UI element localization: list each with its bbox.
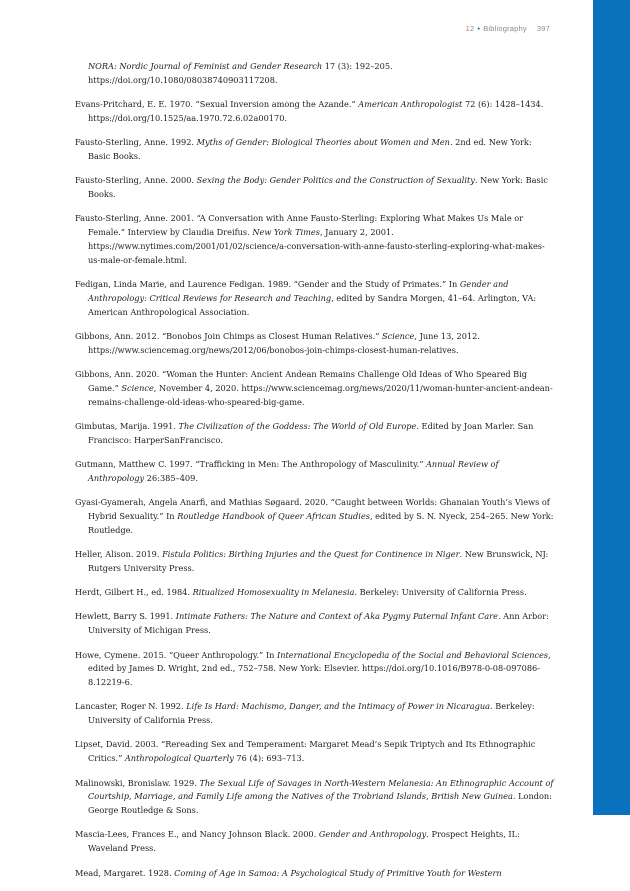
bibliography-entry [75, 649, 554, 690]
entry-details: , November 4, 2020. https://www.sciencemag.org/news/2020/11/woman-hunter-ancient-andean-remains-challenge-old-ideas-who-speared-big-game. [88, 382, 553, 407]
bibliography-entry [75, 828, 554, 856]
bibliography-entry [75, 700, 554, 728]
bibliography-entry [75, 496, 554, 537]
entry-details: 17 (3): 192–205. https://doi.org/10.1080/08038740903117208. [88, 61, 393, 85]
entry-details: 26:385–409. [144, 472, 198, 483]
entry-text: Lipset, David. 2003. “Rereading Sex and Temperament: Margaret Mead’s Sepik Triptych and Its Ethnographic Critics.” [75, 739, 536, 764]
entry-title: The Sexual Life of Savages in North-Western Melanesia: An Ethnographic Account of Courtship, Marriage, and Family Life among the Natives of the Trobriand Islands, British New Guinea [88, 777, 554, 802]
entry-details: . Berkeley: University of California Press. [354, 587, 527, 598]
entry-text: Hewlett, Barry S. 1991. [75, 611, 176, 622]
entry-text: Fausto-Sterling, Anne. 1992. [75, 137, 197, 148]
entry-title: Coming of Age in Samoa: A Psychological Study of Primitive Youth for Western [174, 867, 502, 878]
entry-title: NORA: Nordic Journal of Feminist and Gender Research [88, 61, 323, 71]
bibliography-entry [75, 330, 554, 358]
entry-details: , June 13, 2012. https://www.sciencemag.org/news/2012/06/bonobos-join-chimps-closest-human-relatives. [88, 330, 480, 355]
entry-text: Herdt, Gilbert H., ed. 1984. [75, 587, 193, 598]
bullet-separator: • [477, 24, 481, 33]
entry-text: Howe, Cymene. 2015. “Queer Anthropology.” In [75, 649, 277, 660]
bibliography-entry [75, 738, 554, 766]
bibliography-entry [75, 548, 554, 576]
bibliography-entry [75, 777, 554, 818]
chapter-number: 12 [465, 24, 475, 33]
entry-text: Fedigan, Linda Marie, and Laurence Fedigan. 1989. “Gender and the Study of Primates.” In [75, 279, 460, 290]
entry-title: International Encyclopedia of the Social and Behavioral Sciences [276, 649, 549, 660]
entry-details: . Ann Arbor: University of Michigan Press. [88, 611, 549, 636]
entry-title: Gender and Anthropology [318, 829, 427, 840]
entry-text: Malinowski, Bronislaw. 1929. [75, 777, 200, 788]
entry-title: Science [121, 382, 154, 393]
entry-details: . New York: Basic Books. [88, 175, 548, 200]
bibliography-entry [75, 136, 554, 164]
entry-details: , January 2, 2001. https://www.nytimes.com/2001/01/02/science/a-conversation-with-anne-fausto-sterling-exploring-what-makes-us-male-or-female.html. [88, 227, 545, 265]
entry-title: Routledge Handbook of Queer African Studies [177, 510, 370, 521]
entry-details: . Edited by Joan Marler. San Francisco: HarperSanFrancisco. [88, 420, 534, 445]
entry-title: American Anthropologist [358, 99, 463, 110]
entry-title: Ritualized Homosexuality in Melanesia [192, 587, 355, 598]
entry-details: . New Brunswick, NJ: Rutgers University Press. [88, 549, 549, 573]
bibliography-entry [75, 278, 554, 319]
entry-text: Gyasi-Gyamerah, Angela Anarfi, and Mathias Søgaard. 2020. “Caught between Worlds: Ghanaian Youth’s Views of Hybrid Sexuality.” In [75, 497, 550, 521]
entry-details: , edited by James D. Wright, 2nd ed., 752–758. New York: Elsevier. https://doi.org/10.1016/B978-0-08-097086-8.12219-6. [88, 649, 551, 688]
entry-text: Gutmann, Matthew C. 1997. “Trafficking in Men: The Anthropology of Masculinity.” [75, 459, 427, 470]
entry-details: . London: George Routledge & Sons. [88, 791, 552, 816]
entry-details: 76 (4): 693–713. [233, 753, 305, 764]
bibliography-list [75, 60, 554, 891]
bibliography-entry [75, 60, 554, 88]
entry-details: , edited by Sandra Morgen, 41–64. Arlington, VA: American Anthropological Association. [88, 292, 537, 317]
entry-title: New York Times [252, 227, 320, 238]
chapter-color-bar [593, 0, 630, 815]
entry-text: Mead, Margaret. 1928. [75, 867, 175, 878]
entry-title: Life Is Hard: Machismo, Danger, and the Intimacy of Power in Nicaragua [186, 701, 491, 712]
entry-details: 2nd ed. New York: Basic Books. [88, 137, 532, 161]
entry-title: Annual Review of Anthropology [88, 459, 499, 483]
entry-title: Intimate Fathers: The Nature and Context of Aka Pygmy Paternal Infant Care [175, 611, 498, 622]
page-number: 397 [536, 24, 550, 33]
entry-text: Heller, Alison. 2019. [75, 549, 163, 560]
entry-text: Evans-Pritchard, E. E. 1970. “Sexual Inversion among the Azande.” [75, 99, 359, 110]
section-title: Bibliography [483, 24, 527, 33]
bibliography-entry [75, 458, 554, 486]
entry-text: Fausto-Sterling, Anne. 2001. “A Conversation with Anne Fausto-Sterling: Exploring What Makes Us Male or Female.” Interview by Claudia Dreifus. [75, 213, 524, 238]
bibliography-entry [75, 610, 554, 638]
entry-details: . Berkeley: University of California Press. [88, 701, 535, 726]
entry-title: Anthropological Quarterly [124, 753, 234, 764]
entry-title: The Civilization of the Goddess: The World of Old Europe [178, 420, 417, 431]
entry-text: Mascia-Lees, Frances E., and Nancy Johnson Black. 2000. [75, 829, 319, 840]
entry-title: Science [382, 330, 415, 341]
bibliography-entry [75, 98, 554, 126]
entry-title: Sexing the Body: Gender Politics and the Construction of Sexuality [196, 175, 475, 186]
bibliography-entry [75, 867, 554, 881]
entry-text: Lancaster, Roger N. 1992. [75, 701, 187, 712]
entry-text: Fausto-Sterling, Anne. 2000. [75, 175, 197, 186]
entry-title: Myths of Gender: Biological Theories about Women and Men. [196, 137, 453, 148]
entry-text: Gimbutas, Marija. 1991. [75, 420, 179, 431]
entry-text: Gibbons, Ann. 2012. “Bonobos Join Chimps as Closest Human Relatives.” [75, 330, 382, 341]
entry-details: 72 (6): 1428–1434. https://doi.org/10.1525/aa.1970.72.6.02a00170. [88, 99, 544, 123]
entry-text: Gibbons, Ann. 2020. “Woman the Hunter: Ancient Andean Remains Challenge Old Ideas of Who Speared Big Game.” [75, 369, 528, 393]
bibliography-entry [75, 212, 554, 267]
bibliography-entry [75, 174, 554, 202]
entry-title: Fistula Politics: Birthing Injuries and the Quest for Continence in Niger [162, 549, 460, 560]
bibliography-entry [75, 368, 554, 409]
entry-details: . Prospect Heights, IL: Waveland Press. [88, 829, 520, 854]
entry-title: Gender and Anthropology: Critical Reviews for Research and Teaching [88, 279, 509, 303]
bibliography-entry [75, 586, 554, 600]
entry-details: , edited by S. N. Nyeck, 254–265. New York: Routledge. [88, 510, 554, 535]
running-header [466, 24, 550, 33]
bibliography-entry [75, 420, 554, 448]
